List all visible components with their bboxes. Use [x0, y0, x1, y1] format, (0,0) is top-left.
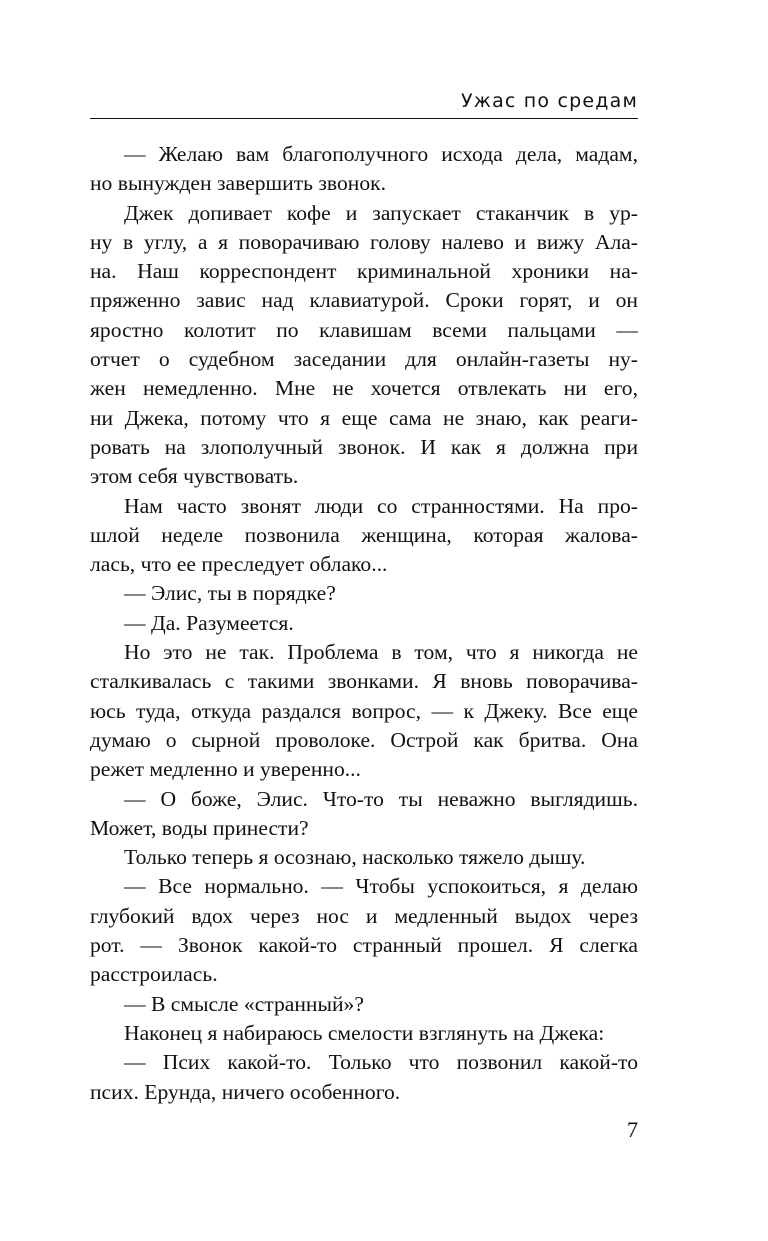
text-line: Но это не так. Проблема в том, что я никогда не — [124, 640, 638, 665]
text-line: Джек допивает кофе и запускает стаканчик в ур- — [124, 200, 638, 225]
paragraph — [90, 785, 638, 844]
text-line: глубокий вдох через нос и медленный выдох через — [90, 903, 638, 928]
text-line: пряженно завис над клавиатурой. Сроки горят, и он — [90, 288, 638, 313]
header-rule — [90, 118, 638, 119]
text-line: — Псих какой-то. Только что позвонил какой-то — [124, 1050, 638, 1075]
text-line: режет медленно и уверенно... — [90, 757, 361, 782]
text-line: Наконец я набираюсь смелости взглянуть на Джека: — [124, 1020, 605, 1045]
text-line: Может, воды принести? — [90, 815, 309, 840]
paragraph — [90, 872, 638, 989]
paragraph — [90, 843, 638, 872]
text-line: сталкивалась с такими звонками. Я вновь поворачива- — [90, 669, 638, 694]
text-line: псих. Ерунда, ничего особенного. — [90, 1079, 401, 1104]
text-line: — Все нормально. — Чтобы успокоиться, я делаю — [124, 874, 638, 899]
text-line: рот. — Звонок какой-то странный прошел. Я слегка — [90, 933, 638, 958]
text-line: юсь туда, откуда раздался вопрос, — к Джеку. Все еще — [90, 698, 638, 723]
text-line: яростно колотит по клавишам всеми пальцами — — [90, 317, 638, 342]
page-number: 7 — [627, 1117, 638, 1142]
text-line: — Элис, ты в порядке? — [124, 581, 336, 606]
text-line: Нам часто звонят люди со странностями. На про- — [124, 493, 638, 518]
text-line: ни Джека, потому что я еще сама не знаю, как реаги- — [90, 405, 638, 430]
paragraph — [90, 1048, 638, 1107]
text-line: шлой неделе позвонила женщина, которая жалова- — [90, 522, 638, 547]
text-line: — О боже, Элис. Что-то ты неважно выглядишь. — [124, 786, 638, 811]
text-line: но вынужден завершить звонок. — [90, 171, 387, 196]
paragraph — [90, 579, 638, 608]
paragraph — [90, 990, 638, 1019]
text-line: на. Наш корреспондент криминальной хроники на- — [90, 259, 638, 284]
paragraph — [90, 609, 638, 638]
text-line: этом себя чувствовать. — [90, 464, 299, 489]
paragraph — [90, 638, 638, 784]
text-line: ровать на злополучный звонок. И как я должна при — [90, 434, 638, 459]
paragraph — [90, 1019, 638, 1048]
paragraph — [90, 199, 638, 492]
text-line: — Желаю вам благополучного исхода дела, мадам, — [124, 142, 638, 166]
text-line: лась, что ее преследует облако... — [90, 552, 388, 577]
running-head-title: Ужас по средам — [460, 90, 638, 112]
text-line: ну в углу, а я поворачиваю голову налево и вижу Ала- — [90, 229, 638, 254]
text-line: — В смысле «странный»? — [124, 991, 364, 1016]
paragraph — [90, 492, 638, 580]
body-text — [90, 140, 638, 1107]
text-line: думаю о сырной проволоке. Острой как бритва. Она — [90, 727, 638, 752]
paragraph — [90, 140, 638, 199]
text-line: — Да. Разумеется. — [124, 610, 294, 635]
text-line: расстроилась. — [90, 962, 218, 987]
text-line: Только теперь я осознаю, насколько тяжело дышу. — [124, 845, 586, 870]
text-line: отчет о судебном заседании для онлайн-газеты ну- — [90, 347, 638, 372]
text-line: жен немедленно. Мне не хочется отвлекать ни его, — [90, 376, 638, 401]
